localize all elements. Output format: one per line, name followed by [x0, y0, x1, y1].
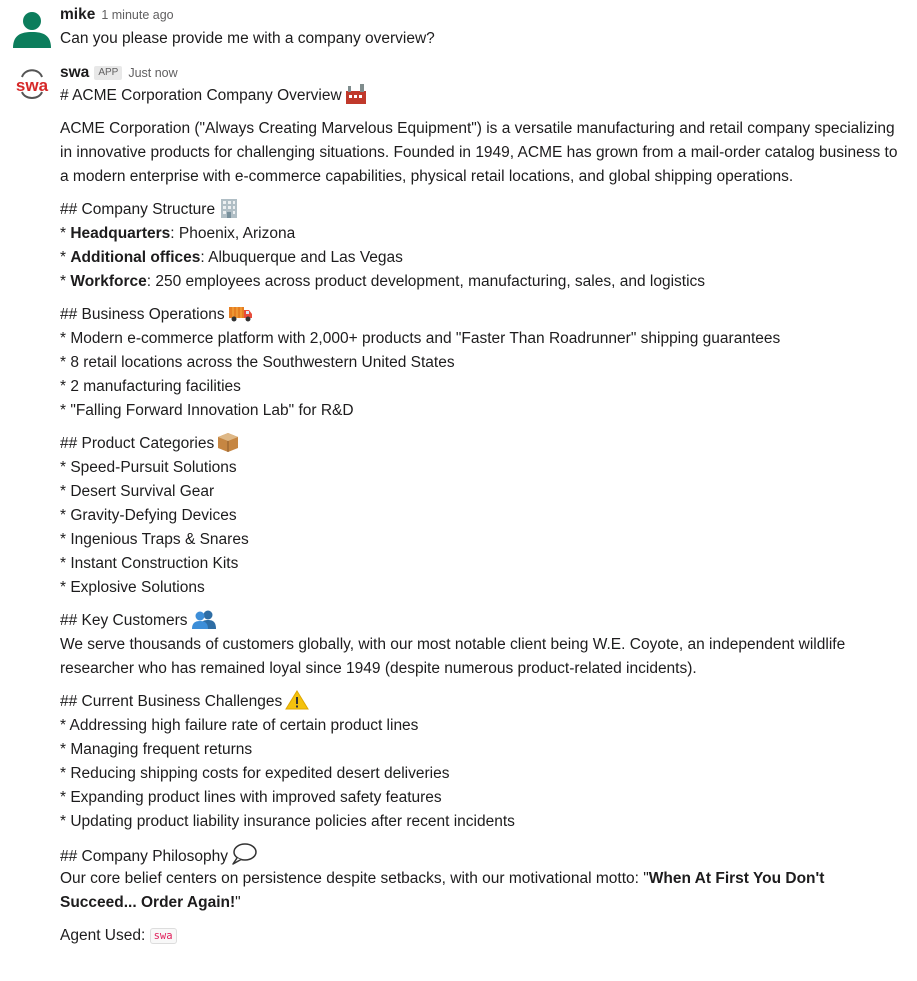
office-building-icon: [218, 198, 240, 218]
heading-text: ## Product Categories: [60, 435, 215, 452]
bot-message: [0, 60, 917, 981]
list-item: * Expanding product lines with improved safety features: [60, 789, 442, 806]
list-item: * Ingenious Traps & Snares: [60, 531, 249, 548]
message-text: Can you please provide me with a company overview?: [60, 30, 435, 47]
heading-text: ## Current Business Challenges: [60, 693, 283, 710]
customers-heading: [60, 609, 903, 633]
delivery-truck-icon: [228, 303, 254, 323]
person-icon: [12, 8, 52, 48]
intro-paragraph: ACME Corporation ("Always Creating Marvelous Equipment") is a versatile manufacturing and retail company specializing in innovative products for challenging situations. Founded in 1949, ACME has grown from a mail-order catalog business to a modern enterprise with e-commerce capabilities, physical retail locations, and global shipping operations.: [60, 120, 898, 185]
overview-title: [60, 84, 903, 108]
philosophy-heading: [60, 843, 903, 867]
operations-heading: [60, 303, 903, 327]
list-item: * Modern e-commerce platform with 2,000+ products and "Faster Than Roadrunner" shipping guarantees: [60, 330, 781, 347]
list-item: * Addressing high failure rate of certain product lines: [60, 717, 419, 734]
agent-label: Agent Used:: [60, 927, 150, 944]
list-item: * "Falling Forward Innovation Lab" for R&D: [60, 402, 354, 419]
list-item: * Reducing shipping costs for expedited desert deliveries: [60, 765, 450, 782]
swa-logo: [12, 64, 52, 104]
list-item: * Additional offices: Albuquerque and Las Vegas: [60, 249, 403, 266]
list-item: * 8 retail locations across the Southwestern United States: [60, 354, 455, 371]
package-icon: [217, 432, 239, 452]
warning-icon: [285, 690, 309, 710]
user-message: [0, 0, 917, 56]
busts-in-silhouette-icon: [191, 609, 217, 629]
timestamp[interactable]: Just now: [128, 66, 178, 80]
list-item: * Updating product liability insurance policies after recent incidents: [60, 813, 515, 830]
author-name[interactable]: mike: [60, 6, 96, 23]
list-item: * Gravity-Defying Devices: [60, 507, 237, 524]
app-badge: APP: [94, 66, 122, 80]
customers-paragraph: We serve thousands of customers globally, with our most notable client being W.E. Coyote, an independent wildlife researcher who has remained loyal since 1949 (despite numerous product-related incidents).: [60, 636, 846, 677]
list-item: * Desert Survival Gear: [60, 483, 215, 500]
list-item: * Managing frequent returns: [60, 741, 253, 758]
author-name[interactable]: swa: [60, 64, 90, 81]
structure-heading: [60, 198, 903, 222]
bot-avatar[interactable]: [12, 64, 52, 104]
list-item: * Explosive Solutions: [60, 579, 205, 596]
products-heading: [60, 432, 903, 456]
heading-text: ## Key Customers: [60, 612, 188, 629]
challenges-heading: [60, 690, 903, 714]
agent-code: swa: [150, 928, 177, 944]
agent-used-line: [60, 924, 903, 948]
user-avatar[interactable]: [12, 8, 52, 48]
heading-text: ## Company Philosophy: [60, 848, 229, 865]
list-item: * Speed-Pursuit Solutions: [60, 459, 237, 476]
philosophy-paragraph: Our core belief centers on persistence despite setbacks, with our motivational motto: "When At First You Don't Succeed... Order Again!": [60, 870, 825, 911]
list-item: * Instant Construction Kits: [60, 555, 239, 572]
timestamp[interactable]: 1 minute ago: [101, 8, 174, 22]
list-item: * 2 manufacturing facilities: [60, 378, 241, 395]
list-item: * Workforce: 250 employees across product development, manufacturing, sales, and logistics: [60, 273, 706, 290]
message-header: [60, 5, 903, 25]
factory-icon: [345, 84, 367, 104]
motto-text: When At First You Don't Succeed... Order Again!: [60, 870, 825, 911]
speech-balloon-icon: [231, 843, 257, 865]
list-item: * Headquarters: Phoenix, Arizona: [60, 225, 296, 242]
title-text: # ACME Corporation Company Overview: [60, 87, 342, 104]
message-header: [60, 63, 903, 83]
svg-text:swa: swa: [15, 76, 49, 95]
heading-text: ## Company Structure: [60, 201, 216, 218]
heading-text: ## Business Operations: [60, 306, 225, 323]
